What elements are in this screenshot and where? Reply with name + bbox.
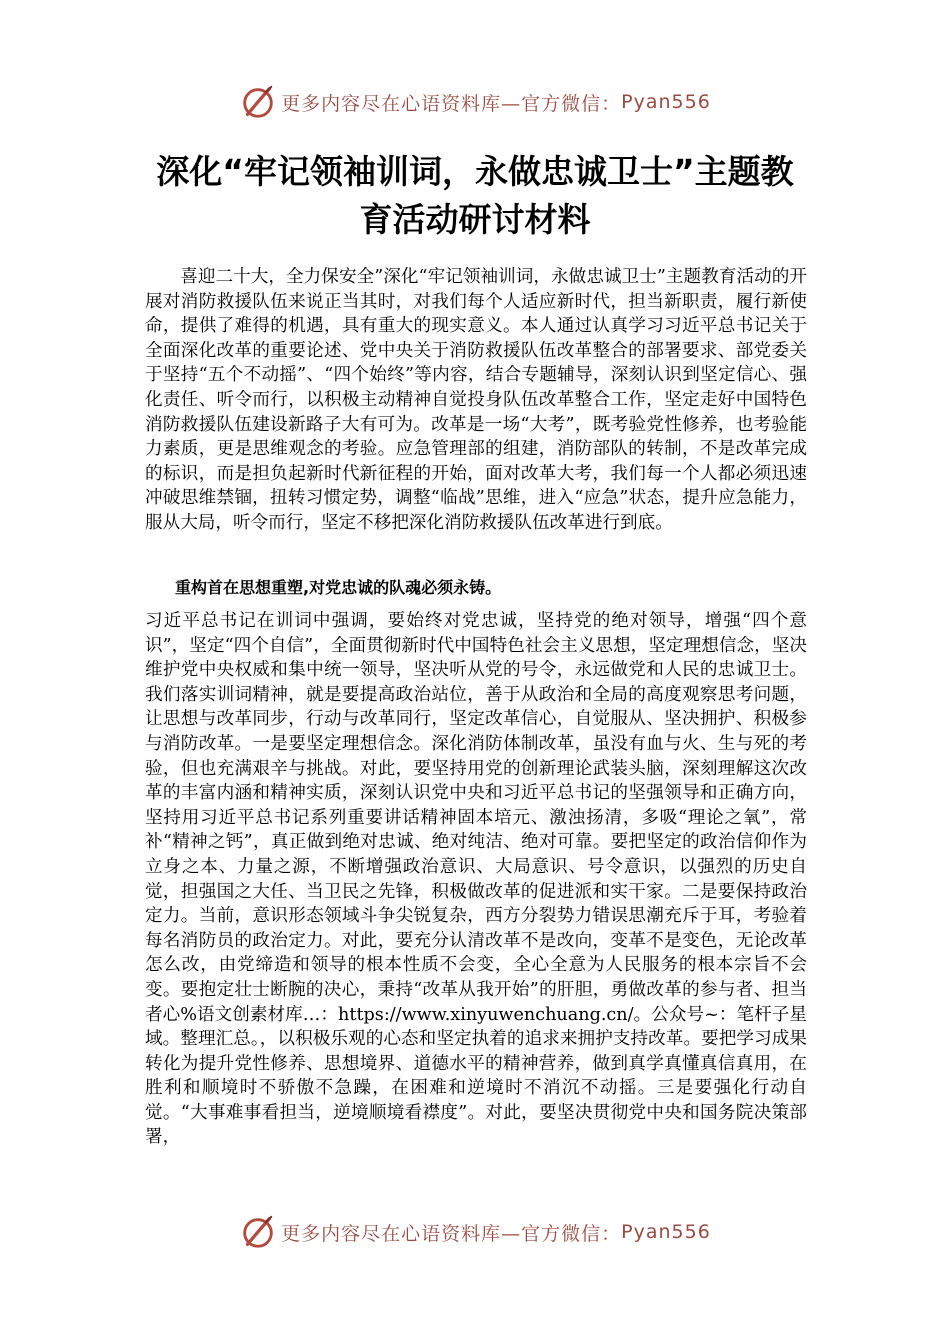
banner-wechat-id: Pyan556 <box>621 1221 711 1243</box>
brush-circle-logo-icon <box>239 1213 277 1251</box>
footer-banner <box>0 1212 950 1252</box>
banner-text: 更多内容尽在心语资料库—官方微信： <box>281 1222 622 1245</box>
section-paragraph: 习近平总书记在训词中强调，要始终对党忠诚，坚持党的绝对领导，增强“四个意识”，坚定“四个自信”，全面贯彻新时代中国特色社会主义思想，坚定理想信念，坚决维护党中央权威和集中统一领导，坚决听从党的号令，永远做党和人民的忠诚卫士。我们落实训词精神，就是要提高政治站位，善于从政治和全局的高度观察思考问题，让思想与改革同步，行动与改革同行，坚定改革信心，自觉服从、坚决拥护、积极参与消防改革。一是要坚定理想信念。深化消防体制改革，虽没有血与火、生与死的考验，但也充满艰辛与挑战。对此，要坚持用党的创新理论武装头脑，深刻理解这次改革的丰富内涵和精神实质，深刻认识党中央和习近平总书记的坚强领导和正确方向，坚持用习近平总书记系列重要讲话精神固本培元、激浊扬清，多吸“理论之氧”，常补“精神之钙”，真正做到绝对忠诚、绝对纯洁、绝对可靠。要把坚定的政治信仰作为立身之本、力量之源，不断增强政治意识、大局意识、号令意识，以强烈的历史自觉，担强国之大任、当卫民之先锋，积极做改革的促进派和实干家。二是要保持政治定力。当前，意识形态领域斗争尖锐复杂，西方分裂势力错误思潮充斥于耳，考验着每名消防员的政治定力。对此，要充分认清改革不是改向，变革不是变色，无论改革怎么改，由党缔造和领导的根本性质不会变，全心全意为人民服务的根本宗旨不会变。要抱定壮士断腕的决心，秉持“改革从我开始”的肝胆，勇做改革的参与者、担当者心%语文创素材库…：https://www.xinyuwenchuang.cn/。公众号~：笔杆子星域。整理汇总。，以积极乐观的心态和坚定执着的追求来拥护支持改革。要把学习成果转化为提升党性修养、思想境界、道德水平的精神营养，做到真学真懂真信真用，在胜利和顺境时不骄傲不急躁，在困难和逆境时不消沉不动摇。三是要强化行动自觉。“大事难事看担当，逆境顺境看襟度”。对此，要坚决贯彻党中央和国务院决策部署， <box>145 611 807 1148</box>
section-heading: 重构首在思想重塑,对党忠诚的队魂必须永铸。 <box>175 578 502 597</box>
banner-text: 更多内容尽在心语资料库—官方微信： <box>281 92 622 115</box>
banner-wechat-id: Pyan556 <box>621 91 711 113</box>
brush-circle-logo-icon <box>239 83 277 121</box>
intro-paragraph: 喜迎二十大，全力保安全”深化“牢记领袖训词，永做忠诚卫士”主题教育活动的开展对消防救援队伍来说正当其时，对我们每个人适应新时代，担当新职责，履行新使命，提供了难得的机遇，具有重大的现实意义。本人通过认真学习习近平总书记关于全面深化改革的重要论述、党中央关于消防救援队伍改革整合的部署要求、部党委关于坚持“五个不动摇”、“四个始终”等内容，结合专题辅导，深刻认识到坚定信心、强化责任、听令而行，以积极主动精神自觉投身队伍改革整合工作，坚定走好中国特色消防救援队伍建设新路子大有可为。改革是一场“大考”，既考验党性修养，也考验能力素质，更是思维观念的考验。应急管理部的组建，消防部队的转制，不是改革完成的标识，而是担负起新时代新征程的开始，面对改革大考，我们每一个人都必须迅速冲破思维禁锢，扭转习惯定势，调整“临战”思维，进入“应急”状态，提升应急能力，服从大局，听令而行，坚定不移把深化消防救援队伍改革进行到底。 <box>145 267 807 533</box>
header-banner <box>0 82 950 122</box>
document-title: 深化“牢记领袖训词，永做忠诚卫士”主题教育活动研讨材料 <box>156 152 794 239</box>
